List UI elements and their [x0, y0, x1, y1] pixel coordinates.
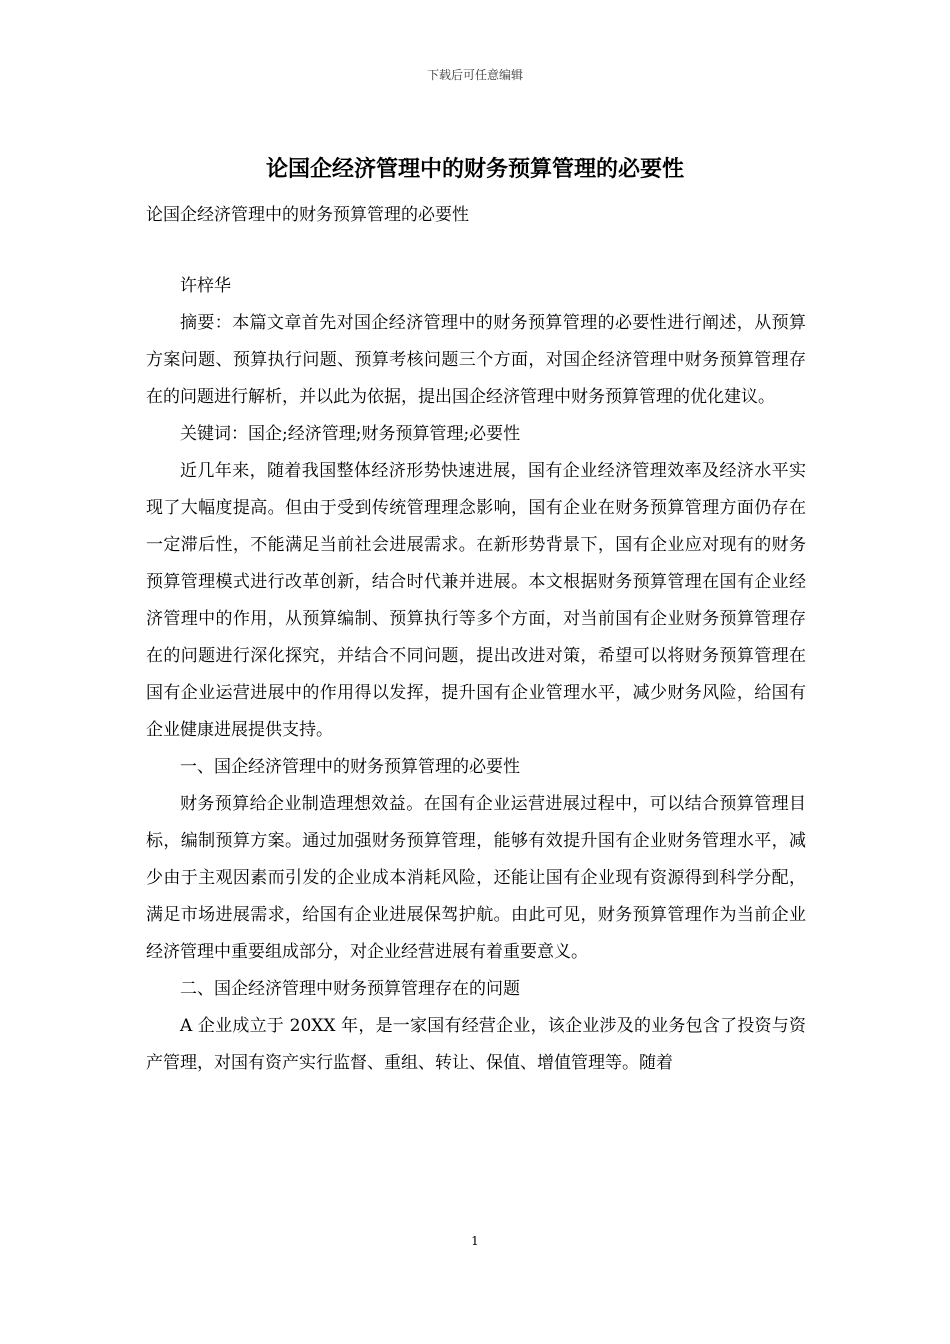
document-title: 论国企经济管理中的财务预算管理的必要性 [265, 157, 684, 182]
section1-paragraph: 财务预算给企业制造理想效益。在国有企业运营进展过程中，可以结合预算管理目标，编制预算方案。通过加强财务预算管理，能够有效提升国有企业财务管理水平，减少由于主观因素而引发的企业成本消耗风险，还能让国有企业现有资源得到科学分配，满足市场进展需求，给国有企业进展保驾护航。由此可见，财务预算管理作为当前企业经济管理中重要组成部分，对企业经营进展有着重要意义。 [146, 794, 806, 962]
section2-heading: 二、国企经济管理中财务预算管理存在的问题 [180, 979, 520, 999]
author-line: 许梓华 [180, 276, 231, 296]
section2-paragraph: A 企业成立于 20XX 年，是一家国有经营企业，该企业涉及的业务包含了投资与资产管理，对国有资产实行监督、重组、转让、保值、增值管理等。随着 [146, 1016, 806, 1073]
abstract-paragraph: 摘要：本篇文章首先对国企经济管理中的财务预算管理的必要性进行阐述，从预算方案问题、预算执行问题、预算考核问题三个方面，对国企经济管理中财务预算管理存在的问题进行解析，并以此为依据，提出国企经济管理中财务预算管理的优化建议。 [146, 313, 806, 407]
keywords-line: 关键词：国企;经济管理;财务预算管理;必要性 [180, 424, 521, 444]
document-body [146, 268, 806, 1082]
intro-paragraph: 近几年来，随着我国整体经济形势快速进展，国有企业经济管理效率及经济水平实现了大幅度提高。但由于受到传统管理理念影响，国有企业在财务预算管理方面仍存在一定滞后性，不能满足当前社会进展需求。在新形势背景下，国有企业应对现有的财务预算管理模式进行改革创新，结合时代兼并进展。本文根据财务预算管理在国有企业经济管理中的作用，从预算编制、预算执行等多个方面，对当前国有企业财务预算管理存在的问题进行深化探究，并结合不同问题，提出改进对策，希望可以将财务预算管理在国有企业运营进展中的作用得以发挥，提升国有企业管理水平，减少财务风险，给国有企业健康进展提供支持。 [146, 461, 806, 740]
page-number: 1 [471, 1234, 479, 1248]
section1-heading: 一、国企经济管理中的财务预算管理的必要性 [180, 757, 520, 777]
page-header-note: 下载后可任意编辑 [426, 68, 523, 82]
document-subtitle: 论国企经济管理中的财务预算管理的必要性 [146, 205, 469, 225]
